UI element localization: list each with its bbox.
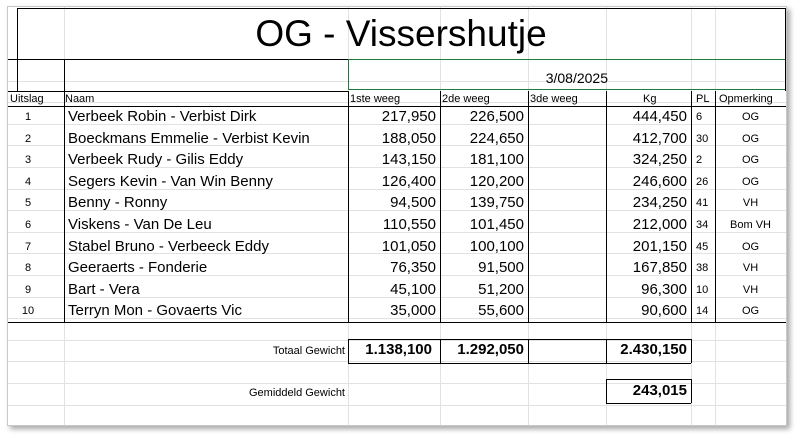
opmerking-cell[interactable]: Bom VH	[730, 219, 771, 231]
border-line	[606, 379, 691, 380]
border-line	[606, 339, 691, 340]
rank-cell[interactable]: 10	[21, 305, 35, 318]
header-kg: Kg	[643, 93, 657, 105]
weeg3-cell[interactable]	[528, 149, 602, 170]
average-kg[interactable]: 243,015	[632, 382, 687, 399]
opmerking-cell[interactable]: OG	[741, 240, 760, 253]
border-line	[691, 91, 692, 322]
border-line	[17, 8, 785, 9]
pl-cell[interactable]: 10	[696, 283, 709, 296]
weeg3-cell[interactable]	[528, 300, 602, 321]
border-line	[64, 59, 65, 322]
pl-cell[interactable]: 6	[696, 111, 703, 123]
rank-cell[interactable]: 6	[24, 219, 32, 231]
table-row	[8, 128, 786, 149]
name-cell[interactable]: Viskens - Van De Leu	[68, 216, 212, 233]
pl-cell[interactable]: 2	[696, 154, 703, 167]
border-line	[348, 339, 349, 363]
weeg1-cell[interactable]: 94,500	[390, 194, 436, 212]
name-cell[interactable]: Stabel Bruno - Verbeeck Eddy	[68, 237, 269, 255]
border-line	[606, 91, 607, 322]
border-line	[715, 91, 716, 322]
opmerking-cell[interactable]: OG	[741, 132, 760, 145]
name-cell[interactable]: Bart - Vera	[68, 280, 140, 298]
border-line	[606, 379, 607, 403]
average-label: Gemiddeld Gewicht	[249, 387, 345, 399]
weeg2-cell[interactable]: 91,500	[478, 259, 524, 277]
weeg3-cell[interactable]	[528, 214, 602, 235]
table-row	[8, 214, 786, 235]
total-weeg1[interactable]: 1.138,100	[365, 341, 432, 358]
rank-cell[interactable]: 5	[24, 197, 32, 210]
border-line	[440, 339, 441, 363]
kg-cell[interactable]: 324,250	[632, 151, 687, 169]
rank-cell[interactable]: 1	[24, 111, 32, 123]
total-weeg2[interactable]: 1.292,050	[457, 341, 524, 358]
kg-cell[interactable]: 444,450	[632, 108, 687, 125]
border-line	[348, 91, 349, 322]
table-row	[8, 236, 786, 257]
name-cell[interactable]: Segers Kevin - Van Win Benny	[68, 172, 273, 190]
border-line	[691, 379, 692, 403]
weeg2-cell[interactable]: 139,750	[469, 194, 524, 212]
pl-cell[interactable]: 30	[696, 132, 709, 145]
weeg2-cell[interactable]: 101,450	[469, 216, 524, 233]
kg-cell[interactable]: 96,300	[641, 280, 687, 298]
pl-cell[interactable]: 26	[696, 175, 709, 188]
border-line	[8, 106, 786, 107]
rank-cell[interactable]: 9	[24, 283, 32, 296]
pl-cell[interactable]: 38	[696, 262, 709, 275]
pl-cell[interactable]: 45	[696, 240, 709, 253]
table-row	[8, 279, 786, 300]
weeg2-cell[interactable]: 51,200	[478, 280, 524, 298]
weeg2-cell[interactable]: 224,650	[469, 129, 524, 147]
kg-cell[interactable]: 90,600	[641, 302, 687, 320]
border-line	[785, 8, 786, 91]
border-line	[606, 403, 691, 404]
border-line	[17, 8, 18, 91]
name-cell[interactable]: Terryn Mon - Govaerts Vic	[68, 302, 242, 320]
kg-cell[interactable]: 246,600	[632, 172, 687, 190]
weeg1-cell[interactable]: 143,150	[381, 151, 436, 169]
name-cell[interactable]: Benny - Ronny	[68, 194, 168, 212]
weeg1-cell[interactable]: 76,350	[390, 259, 436, 277]
border-line	[691, 339, 692, 363]
rank-cell[interactable]: 2	[24, 132, 32, 145]
weeg1-cell[interactable]: 217,950	[381, 108, 436, 125]
table-row	[8, 300, 786, 321]
header-weeg3: 3de weeg	[530, 93, 578, 105]
kg-cell[interactable]: 201,150	[632, 237, 687, 255]
border-line	[348, 339, 606, 340]
border-line	[8, 91, 348, 92]
name-cell[interactable]: Verbeek Rudy - Gilis Eddy	[68, 151, 244, 169]
rank-cell[interactable]: 4	[24, 175, 32, 188]
header-opmerking: Opmerking	[719, 93, 773, 105]
border-line	[528, 339, 529, 363]
date-value[interactable]: 3/08/2025	[545, 70, 608, 86]
border-line	[348, 363, 606, 364]
page-title: OG - Vissershutje	[255, 13, 547, 54]
header-naam: Naam	[65, 93, 95, 105]
border-line	[606, 339, 607, 363]
weeg3-cell[interactable]	[528, 236, 602, 257]
rank-cell[interactable]: 8	[24, 262, 32, 275]
weeg3-cell[interactable]	[528, 279, 602, 300]
header-uitslag: Uitslag	[10, 93, 44, 105]
opmerking-cell[interactable]: VH	[742, 262, 759, 275]
gridline	[8, 405, 786, 406]
opmerking-cell[interactable]: OG	[741, 154, 760, 167]
opmerking-cell[interactable]: OG	[741, 111, 760, 123]
weeg1-cell[interactable]: 110,550	[382, 216, 436, 233]
opmerking-cell[interactable]: VH	[742, 283, 759, 296]
weeg2-cell[interactable]: 226,500	[469, 108, 524, 125]
weeg1-cell[interactable]: 35,000	[390, 302, 436, 320]
kg-cell[interactable]: 234,250	[632, 194, 687, 212]
total-kg[interactable]: 2.430,150	[620, 341, 687, 358]
weeg1-cell[interactable]: 101,050	[381, 237, 436, 255]
weeg2-cell[interactable]: 181,100	[469, 151, 524, 169]
kg-cell[interactable]: 412,700	[632, 129, 687, 147]
rank-cell[interactable]: 3	[24, 154, 32, 167]
header-weeg1: 1ste weeg	[350, 93, 401, 105]
weeg3-cell[interactable]	[528, 192, 602, 213]
weeg3-cell[interactable]	[528, 257, 602, 278]
opmerking-cell[interactable]: OG	[741, 175, 760, 188]
border-line	[8, 322, 786, 323]
header-weeg2: 2de weeg	[442, 93, 490, 105]
rank-cell[interactable]: 7	[24, 240, 32, 253]
weeg3-cell[interactable]	[528, 128, 602, 149]
opmerking-cell[interactable]: OG	[741, 305, 760, 318]
weeg3-cell[interactable]	[528, 106, 602, 127]
weeg2-cell[interactable]: 120,200	[469, 172, 524, 190]
pl-cell[interactable]: 34	[696, 219, 709, 231]
weeg2-cell[interactable]: 100,100	[469, 237, 524, 255]
border-line	[8, 59, 348, 60]
kg-cell[interactable]: 212,000	[632, 216, 687, 233]
opmerking-cell[interactable]: VH	[742, 197, 759, 210]
kg-cell[interactable]: 167,850	[632, 259, 687, 277]
table-row	[8, 257, 786, 278]
total-label: Totaal Gewicht	[272, 345, 345, 357]
name-cell[interactable]: Boeckmans Emmelie - Verbist Kevin	[68, 129, 310, 147]
weeg1-cell[interactable]: 126,400	[381, 172, 436, 190]
table-row	[8, 106, 786, 127]
name-cell[interactable]: Geeraerts - Fonderie	[68, 259, 208, 277]
border-line	[440, 91, 441, 322]
table-row	[8, 192, 786, 213]
weeg2-cell[interactable]: 55,600	[478, 302, 524, 320]
border-line	[528, 91, 529, 322]
weeg3-cell[interactable]	[528, 171, 602, 192]
spreadsheet[interactable]	[7, 6, 787, 426]
header-pl: PL	[696, 93, 710, 105]
table-row	[8, 149, 786, 170]
table-row	[8, 171, 786, 192]
pl-cell[interactable]: 14	[696, 305, 709, 318]
weeg1-cell[interactable]: 45,100	[390, 280, 436, 298]
name-cell[interactable]: Verbeek Robin - Verbist Dirk	[68, 108, 257, 125]
weeg1-cell[interactable]: 188,050	[381, 129, 436, 147]
border-line	[606, 363, 691, 364]
pl-cell[interactable]: 41	[696, 197, 709, 210]
